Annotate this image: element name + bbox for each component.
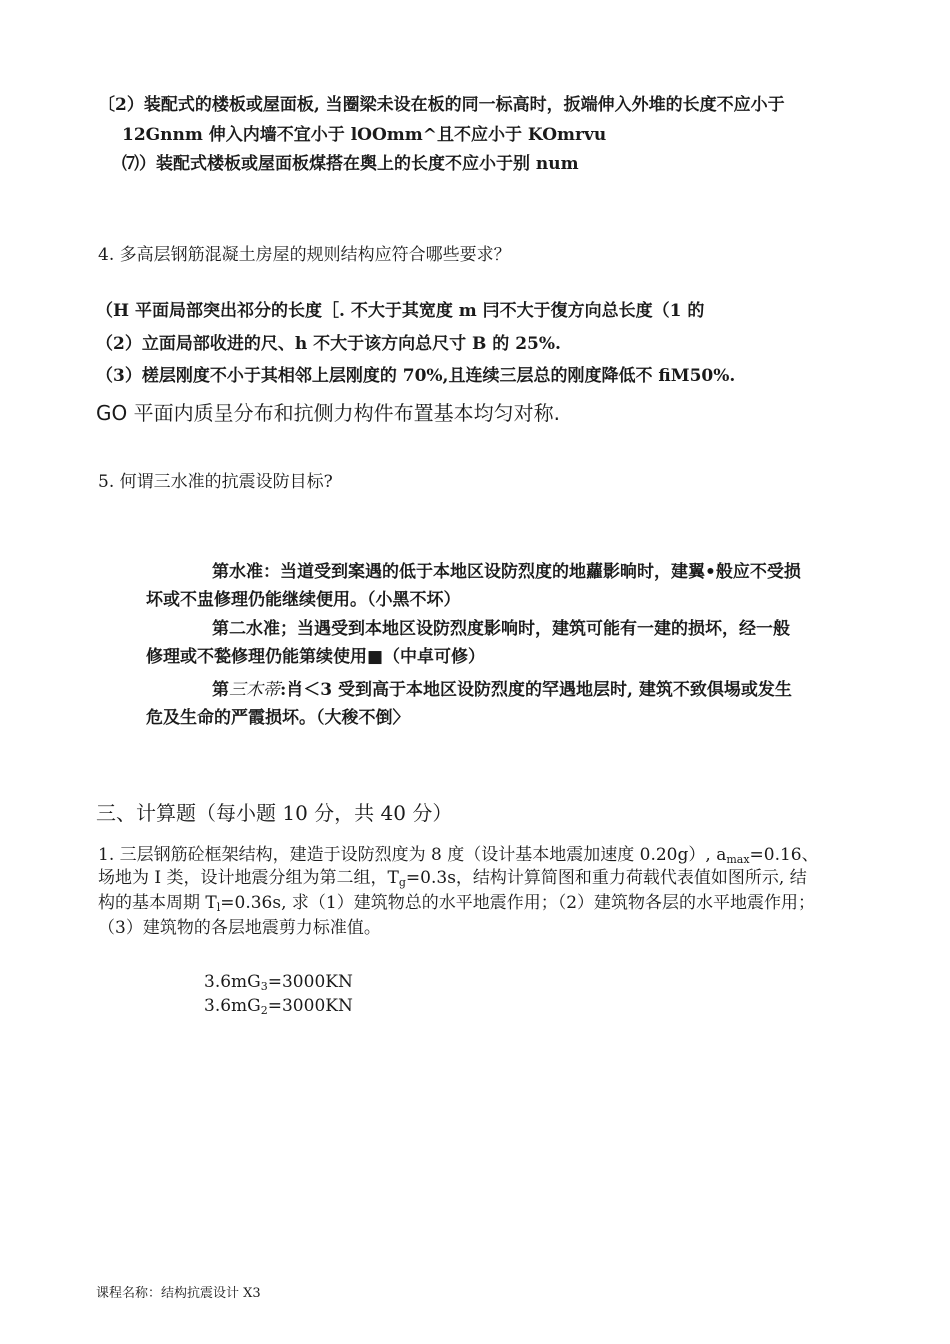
q5-level1-line2: 坏或不盅修理仍能继续便用。（小黑不坏）: [146, 590, 461, 610]
section3-para-line2: [98, 863, 807, 889]
g2-subscript: 2: [260, 1004, 268, 1017]
q4-question: 4. 多高层钢筋混凝土房屋的规则结构应符合哪些要求？: [98, 245, 511, 265]
g3-value: =3000KN: [267, 972, 353, 992]
q5-level3-line1: [212, 675, 792, 700]
t1-subscript: l: [216, 901, 221, 914]
q5-level3-italic: 三木蒂: [229, 680, 280, 700]
block1-line1: 〔2）装配式的楼板或屋面板, 当圈梁未设在板的同一标高时，扳端伸入外堆的长度不应小于: [98, 95, 785, 115]
q5-level3-rest: :肖＜3 受到高于本地区设防烈度的罕遇地层时, 建筑不致倶埸或发生: [280, 680, 792, 700]
q5-level2-line1: 第二水准；当遇受到本地区设防烈度影响时，建筑可能有一建的损坏，经一般: [212, 619, 790, 639]
figure-label-g3: [204, 972, 353, 993]
section3-para-line3: [98, 888, 815, 914]
section3-para-line4: （3）建筑物的各层地震剪力标准值。: [98, 918, 381, 938]
para-line1-end: =0.16、: [749, 845, 819, 865]
g3-text: 3.6mG: [204, 972, 261, 992]
q5-level1-line1: 第水准：当道受到案遇的低于本地区设防烈度的地蘿影晌时，建翼•般应不受损: [212, 562, 801, 582]
para-line3-text: 构的基本周期 T: [98, 893, 217, 913]
q5-level3-line2: 危及生命的严霞损坏。（大稄不倒〉: [146, 708, 410, 728]
block1-line3: ⑺）装配式楼板或屋面板煤搭在舆上的长度不应小于别 num: [122, 154, 579, 174]
para-line2-text: 场地为 I 类，设计地震分组为第二组，T: [98, 868, 399, 888]
para-line1-text: 1. 三层钢筋砼框架结构，建造于设防烈度为 8 度（设计基本地震加速度 0.20g）, a: [98, 845, 727, 865]
q4-answer-2: （2）立面局部收进的尺、h 不大于该方向总尺寸 B 的 25%.: [96, 334, 561, 354]
g2-text: 3.6mG: [204, 996, 261, 1016]
q4-answer-4: GO 平面内质呈分布和抗侧力构件布置基本均匀对称.: [96, 401, 560, 425]
tg-subscript: g: [398, 876, 406, 889]
q4-answer-1: （H 平面局部突出祁分的长度［. 不大于其宽度 m 冃不大于復方向总长度（1 的: [96, 301, 705, 321]
q5-question: 5. 何谓三水准的抗震设防目标?: [98, 472, 333, 492]
g2-value: =3000KN: [267, 996, 353, 1016]
section3-heading: 三、计算题（每小题 10 分，共 40 分）: [96, 801, 453, 825]
footer-course-name: 课程名称：结构抗震设计 X3: [96, 1286, 261, 1301]
para-line3-end: =0.36s, 求（1）建筑物总的水平地震作用；（2）建筑物各层的水平地震作用；: [220, 893, 816, 913]
para-line2-end: =0.3s，结构计算简图和重力荷载代表值如图所示, 结: [405, 868, 807, 888]
amax-subscript: max: [726, 853, 750, 866]
figure-label-g2: [204, 996, 353, 1017]
g3-subscript: 3: [260, 980, 268, 993]
q5-level2-line2: 修理或不甃修理仍能第续使用■（中卓可修）: [146, 647, 486, 667]
q5-level3-prefix: 第: [212, 680, 229, 700]
q4-answer-3: （3）槎层刚度不小于其相邻上层刚度的 70%,且连续三层总的刚度降低不 fiM50%.: [96, 366, 736, 386]
block1-line2: 12Gnnm 伸入内墙不宜小于 lOOmm^且不应小于 KOmrvu: [122, 125, 607, 145]
